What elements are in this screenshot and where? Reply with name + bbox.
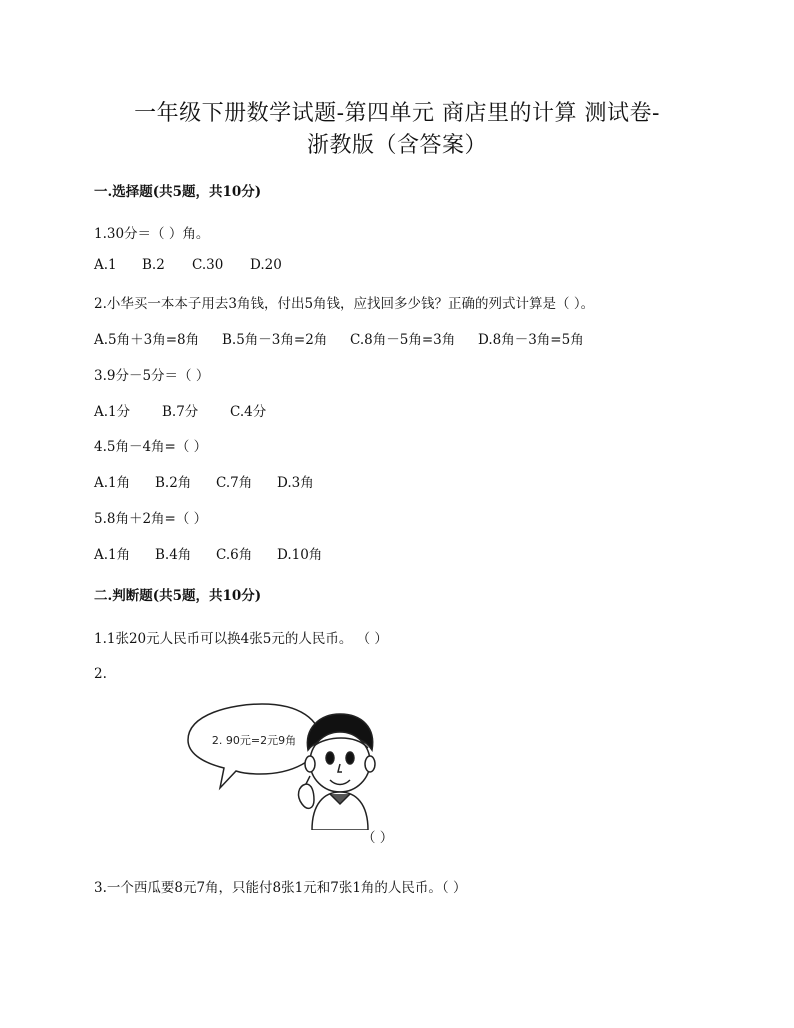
boy-icon <box>299 714 375 830</box>
section2-heading: 二.判断题(共5题，共10分) <box>94 588 262 604</box>
option: C.6角 <box>216 547 253 563</box>
judge-question-2-label: 2. <box>94 666 107 682</box>
bubble-text: 2. 90元=2元9角 <box>211 734 297 747</box>
option: D.3角 <box>277 475 314 491</box>
cartoon-figure <box>180 700 410 830</box>
page-title-line2: 浙教版（含答案） <box>306 133 487 158</box>
boy-speech-illustration <box>180 700 410 830</box>
question-4-options <box>94 471 314 491</box>
option: C.8角－5角=3角 <box>350 332 456 348</box>
option: A.1分 <box>94 404 131 420</box>
option: D.8角－3角=5角 <box>478 332 584 348</box>
section1-heading: 一.选择题(共5题，共10分) <box>94 184 262 200</box>
question-3: 3.9分－5分＝（ ） <box>94 368 210 384</box>
option: B.5角－3角=2角 <box>222 332 328 348</box>
option: B.4角 <box>155 547 192 563</box>
option: D.10角 <box>277 547 323 563</box>
option: A.1角 <box>94 475 131 491</box>
page-title-line1: 一年级下册数学试题-第四单元 商店里的计算 测试卷- <box>134 101 660 126</box>
option: C.7角 <box>216 475 253 491</box>
question-5: 5.8角＋2角=（ ） <box>94 511 208 527</box>
option: B.7分 <box>162 404 199 420</box>
judge-question-2-paren: （ ） <box>362 830 394 846</box>
question-2-options <box>94 328 584 348</box>
option: A.5角＋3角=8角 <box>94 332 200 348</box>
question-5-options <box>94 543 322 563</box>
option: C.4分 <box>230 404 267 420</box>
question-2: 2.小华买一本本子用去3角钱，付出5角钱，应找回多少钱？正确的列式计算是（ ）。 <box>94 296 595 312</box>
option: A.1 <box>94 257 117 273</box>
option: B.2 <box>142 257 165 273</box>
option: C.30 <box>192 257 224 273</box>
option: B.2角 <box>155 475 192 491</box>
option: D.20 <box>250 257 282 273</box>
question-1-options <box>94 257 282 273</box>
judge-question-1: 1.1张20元人民币可以换4张5元的人民币。 （ ） <box>94 631 388 647</box>
question-3-options <box>94 400 266 420</box>
question-1: 1.30分＝（ ）角。 <box>94 226 210 242</box>
option: A.1角 <box>94 547 131 563</box>
question-4: 4.5角－4角=（ ） <box>94 439 208 455</box>
judge-question-3: 3.一个西瓜要8元7角，只能付8张1元和7张1角的人民币。（ ） <box>94 880 467 896</box>
